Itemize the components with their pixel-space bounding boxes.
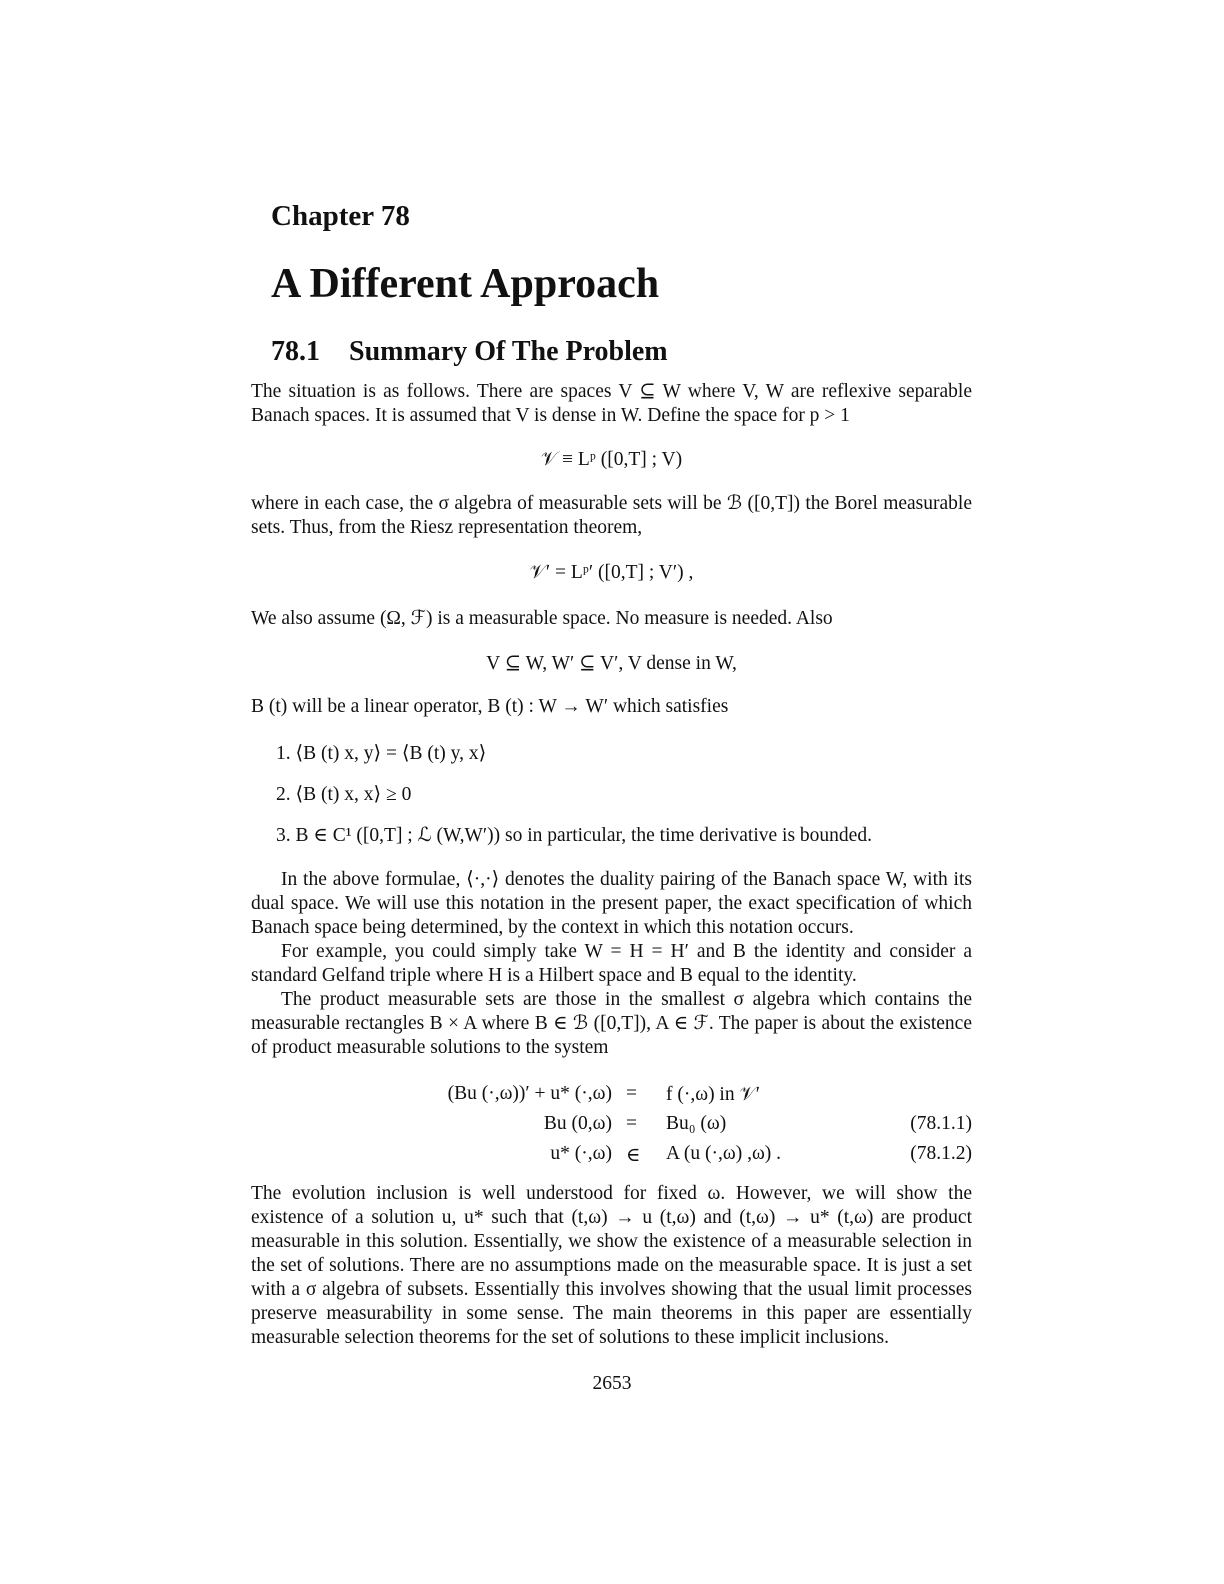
paragraph-omega [251, 607, 972, 631]
equation-number: (78.1.1) [910, 1113, 972, 1134]
paragraph-intro [251, 380, 972, 428]
page-number: 2653 [592, 1373, 632, 1394]
paragraph-intro-text: The situation is as follows. There are spaces V ⊆ W where V, W are reflexive separable Banach spaces. It is assumed that V is dense in W. Define the space for p > 1 [251, 381, 972, 426]
condition-item: 3. B ∈ C¹ ([0,T] ; ℒ (W,W′)) so in particular, the time derivative is bounded. [276, 825, 872, 846]
condition-item: 2. ⟨B (t) x, x⟩ ≥ 0 [276, 784, 412, 805]
chapter-label: Chapter 78 [271, 200, 410, 232]
chapter-title: A Different Approach [271, 261, 660, 307]
paragraph-sigma [251, 492, 972, 540]
equation-dual-def: 𝒱′ = Lᵖ′ ([0,T] ; V′) , [529, 562, 694, 583]
section-heading [271, 336, 668, 368]
equation-space-def: 𝒱 ≡ Lᵖ ([0,T] ; V) [540, 449, 683, 470]
body-paragraphs [251, 868, 972, 1060]
equation-relation: ∈ [626, 1145, 641, 1166]
paragraph-notation: In the above formulae, ⟨·,·⟩ denotes the duality pairing of the Banach space W, with its dual space. We will use this notation in the present paper, the exact specification of which Banach space being determined, by the context in which this notation occurs. [251, 869, 972, 938]
equation-rhs: f (·,ω) in 𝒱′ [666, 1084, 760, 1105]
paragraph-omega-text: We also assume (Ω, ℱ) is a measurable space. No measure is needed. Also [251, 608, 833, 629]
section-number: 78.1 [271, 336, 320, 367]
paragraph-operator-text: B (t) will be a linear operator, B (t) : W → W′ which satisfies [251, 696, 729, 717]
equation-relation: = [626, 1113, 637, 1134]
paragraph-product: The product measurable sets are those in the smallest σ algebra which contains the measurable rectangles B × A where B ∈ ℬ ([0,T]), A ∈ ℱ. The paper is about the existence of product measurable solutions to the system [251, 989, 972, 1058]
equation-system [251, 1083, 972, 1173]
equation-row [251, 1113, 972, 1143]
equation-number: (78.1.2) [910, 1143, 972, 1164]
equation-lhs: (Bu (·,ω))′ + u* (·,ω) [447, 1083, 612, 1104]
paragraph-evolution-text: The evolution inclusion is well understood for fixed ω. However, we will show the existence of a solution u, u* such that (t,ω) → u (t,ω) and (t,ω) → u* (t,ω) are product measurable in this solution. Essentially, we show the existence of a measurable selection in the set of solutions. There are no assumptions made on the measurable space. It is just a set with a σ algebra of subsets. Essentially this involves showing that the usual limit processes preserve measurability in some sense. The main theorems in this paper are essentially measurable selection theorems for the set of solutions to these implicit inclusions. [251, 1183, 972, 1348]
paragraph-operator [251, 695, 972, 719]
equation-rhs: Bu₀ (ω) [666, 1113, 727, 1134]
paragraph-sigma-text: where in each case, the σ algebra of measurable sets will be ℬ ([0,T]) the Borel measurable sets. Thus, from the Riesz representation theorem, [251, 493, 972, 538]
equation-inclusions: V ⊆ W, W′ ⊆ V′, V dense in W, [486, 653, 737, 674]
equation-lhs: Bu (0,ω) [543, 1113, 612, 1134]
equation-row [251, 1083, 972, 1113]
equation-lhs: u* (·,ω) [550, 1143, 612, 1164]
condition-item: 1. ⟨B (t) x, y⟩ = ⟨B (t) y, x⟩ [276, 743, 487, 764]
equation-row [251, 1143, 972, 1173]
paragraph-example: For example, you could simply take W = H = H′ and B the identity and consider a standard Gelfand triple where H is a Hilbert space and B equal to the identity. [251, 941, 972, 986]
section-title: Summary Of The Problem [349, 336, 668, 367]
equation-rhs: A (u (·,ω) ,ω) . [666, 1143, 782, 1164]
paragraph-evolution [251, 1182, 972, 1350]
equation-relation: = [626, 1083, 637, 1104]
